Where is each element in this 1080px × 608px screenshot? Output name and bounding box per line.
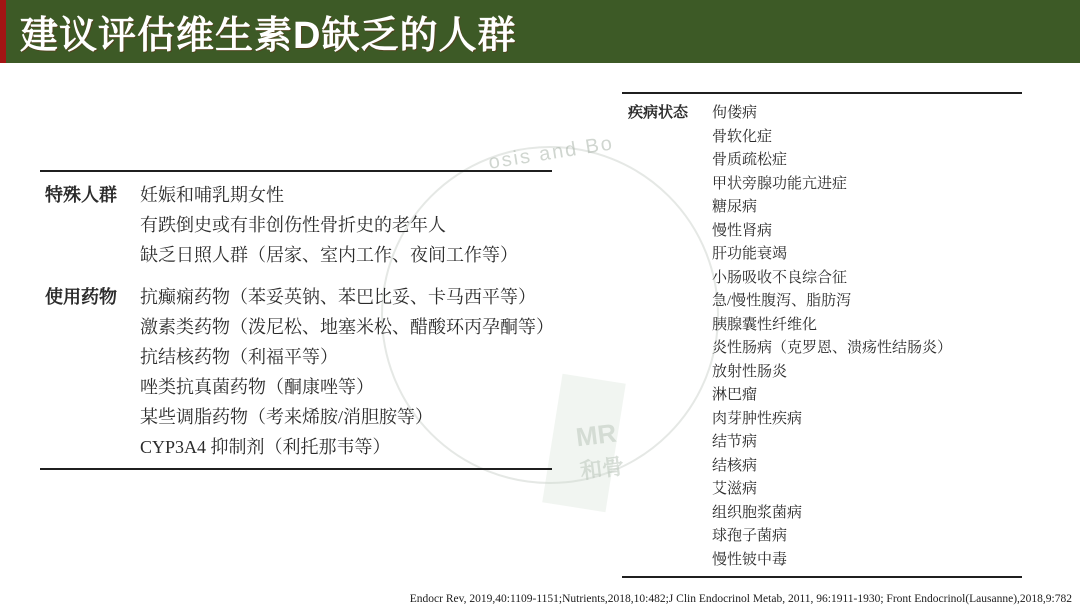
watermark-ribbon <box>542 374 626 512</box>
table-row: 结核病 <box>712 457 758 474</box>
table-row: 抗结核药物（利福平等） <box>140 347 338 367</box>
table-row: 组织胞浆菌病 <box>712 504 803 521</box>
table-row: 唑类抗真菌药物（酮康唑等） <box>140 377 374 397</box>
table-row: 有跌倒史或有非创伤性骨折史的老年人 <box>140 215 446 235</box>
special-population-items <box>140 180 552 270</box>
table-section-disease-state <box>628 102 1022 572</box>
table-row: 肉芽肿性疾病 <box>712 410 803 427</box>
table-row: 炎性肠病（克罗恩、溃疡性结肠炎） <box>712 340 953 356</box>
table-row: 急/慢性腹泻、脂肪泻 <box>712 293 852 309</box>
table-row: 艾滋病 <box>712 481 758 497</box>
table-row: 骨质疏松症 <box>712 152 788 168</box>
table-row: CYP3A4 抑制剂（利托那韦等） <box>140 437 391 457</box>
table-row: 激素类药物（泼尼松、地塞米松、醋酸环丙孕酮等） <box>140 317 554 337</box>
title-accent-bar <box>0 0 6 63</box>
page-title: 建议评估维生素D缺乏的人群 <box>20 15 517 57</box>
table-row: 结节病 <box>712 434 758 450</box>
title-bar <box>0 0 1080 63</box>
table-section-special-population <box>45 180 552 270</box>
table-row: 妊娠和哺乳期女性 <box>140 185 284 205</box>
table-row: 小肠吸收不良综合征 <box>712 269 848 286</box>
table-row: 慢性铍中毒 <box>712 551 788 568</box>
table-section-medication <box>45 282 552 462</box>
special-population-table <box>40 170 552 470</box>
row-label-special-population: 特殊人群 <box>45 185 117 205</box>
table-row: 放射性肠炎 <box>712 363 788 380</box>
row-label-medication: 使用药物 <box>45 287 117 307</box>
table-row: 胰腺囊性纤维化 <box>712 316 818 333</box>
table-row: 慢性肾病 <box>712 222 773 239</box>
table-row: 佝偻病 <box>712 105 758 121</box>
watermark-cn-text: 和骨 <box>578 453 626 484</box>
row-label-disease-state: 疾病状态 <box>628 105 689 121</box>
table-row: 甲状旁腺功能亢进症 <box>712 175 848 192</box>
table-row: 球孢子菌病 <box>712 528 788 544</box>
watermark-arc-text: osis and Bo <box>486 132 616 174</box>
disease-items <box>712 102 1022 572</box>
citation-text: Endocr Rev, 2019,40:1109-1151;Nutrients,2018,10:482;J Clin Endocrinol Metab, 2011, 96:1911-1930; Front Endocrinol(Lausanne),2018,9:782 <box>409 593 1072 605</box>
table-row: 糖尿病 <box>712 199 758 215</box>
watermark-mr-text: MR <box>574 417 619 453</box>
medication-items <box>140 282 552 462</box>
table-row: 抗癫痫药物（苯妥英钠、苯巴比妥、卡马西平等） <box>140 287 536 307</box>
table-row: 骨软化症 <box>712 128 773 145</box>
disease-state-table <box>622 92 1022 578</box>
table-row: 某些调脂药物（考来烯胺/消胆胺等） <box>140 407 433 427</box>
table-row: 淋巴瘤 <box>712 387 758 403</box>
table-row: 缺乏日照人群（居家、室内工作、夜间工作等） <box>140 245 518 265</box>
table-row: 肝功能衰竭 <box>712 246 788 262</box>
